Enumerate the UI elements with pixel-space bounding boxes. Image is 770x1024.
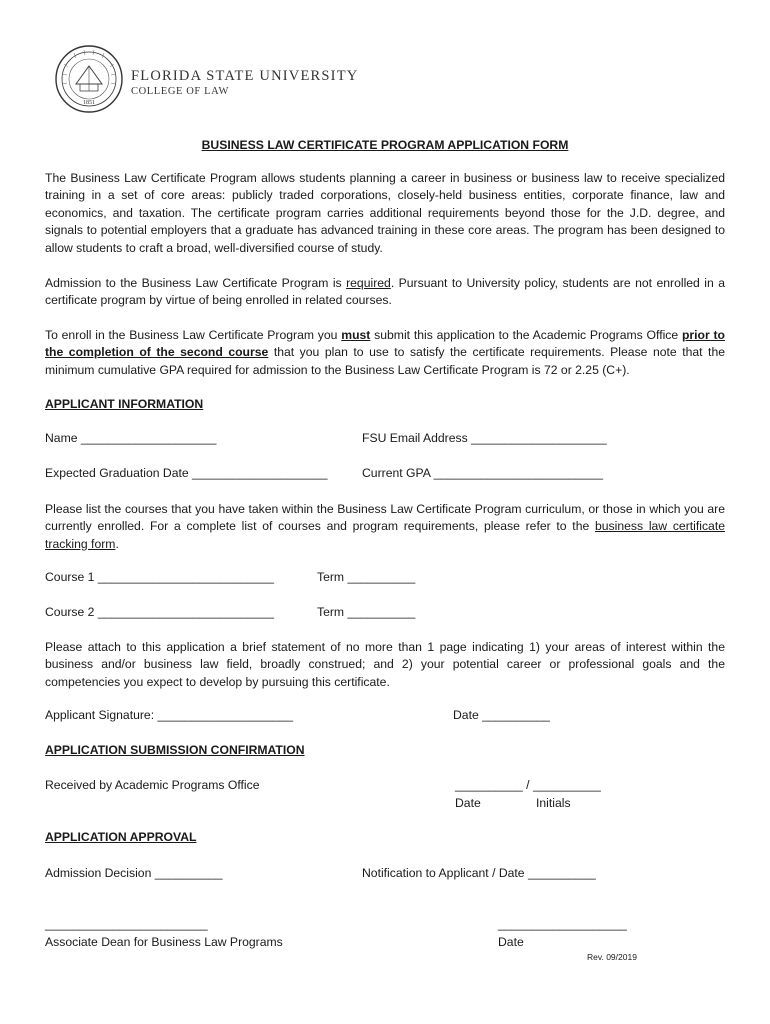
- courses-paragraph: [45, 501, 725, 553]
- signature-date-field[interactable]: Date __________: [453, 708, 550, 722]
- statement-paragraph: Please attach to this application a brief statement of no more than 1 page indicating 1) your areas of interest within the business and/or business law field, broadly construed; and 2) your potential career or professional goals and the competencies you expect to develop by pursuing this certificate.: [45, 640, 725, 689]
- dean-date-line[interactable]: ___________________: [498, 917, 627, 931]
- received-date-initials-field[interactable]: __________ / __________: [455, 778, 601, 792]
- notification-date-field[interactable]: Notification to Applicant / Date __________: [362, 866, 596, 880]
- received-initials-label: Initials: [536, 796, 571, 810]
- dean-date-label: Date: [498, 935, 524, 949]
- intro-paragraph: The Business Law Certificate Program allows students planning a career in business or business law to receive specialized training in a set of core areas: publicly traded corporations, closely-held business entities, corporate finance, law and economics, and taxation. The certificate program carries additional requirements beyond those for the J.D. degree, and signals to potential employers that a graduate has advanced training in these core areas. The program has been designed to allow students to craft a broad, well-diversified course of study.: [45, 171, 725, 255]
- dean-signature-line[interactable]: ________________________: [45, 917, 208, 931]
- must-emphasis: must: [341, 328, 371, 342]
- course-2-field[interactable]: Course 2 __________________________: [45, 605, 275, 619]
- fsu-seal-logo: [54, 44, 124, 114]
- seal-year: 1851: [83, 100, 95, 106]
- received-date-label: Date: [455, 796, 481, 810]
- required-emphasis: required: [346, 276, 391, 290]
- course-1-field[interactable]: Course 1 __________________________: [45, 570, 275, 584]
- enroll-text-2: submit this application to the Academic Programs Office: [370, 328, 682, 342]
- courses-text-1: Please list the courses that you have taken within the Business Law Certificate Program curriculum, or those in which you are currently enrolled. For a complete list of courses and program requirements, please refer to the: [45, 502, 725, 534]
- form-title: BUSINESS LAW CERTIFICATE PROGRAM APPLICATION FORM: [201, 138, 569, 152]
- application-approval-heading: APPLICATION APPROVAL: [45, 830, 197, 844]
- revision-date: Rev. 09/2019: [587, 952, 637, 962]
- submission-confirmation-heading: APPLICATION SUBMISSION CONFIRMATION: [45, 743, 305, 757]
- name-field[interactable]: Name ____________________: [45, 431, 217, 445]
- courses-text-2: .: [115, 536, 119, 551]
- received-label: Received by Academic Programs Office: [45, 778, 260, 792]
- prior-emphasis: prior to the completion of the second course: [45, 328, 726, 360]
- applicant-signature-field[interactable]: Applicant Signature: ____________________: [45, 708, 294, 722]
- gpa-field[interactable]: Current GPA _________________________: [362, 466, 604, 480]
- enroll-text-3: that you plan to use to satisfy the certificate requirements. Please note that the minimum cumulative GPA required for admission to the Business Law Certificate Program is 72 or 2.25 (C+).: [45, 345, 725, 377]
- term-1-field[interactable]: Term __________: [317, 570, 416, 584]
- applicant-information-heading: APPLICANT INFORMATION: [45, 397, 204, 411]
- admission-decision-field[interactable]: Admission Decision __________: [45, 866, 223, 880]
- graduation-date-field[interactable]: Expected Graduation Date ____________________: [45, 466, 328, 480]
- admission-text-1: Admission to the Business Law Certificate Program is: [45, 276, 347, 290]
- enroll-paragraph: [45, 327, 725, 379]
- email-field[interactable]: FSU Email Address ____________________: [362, 431, 607, 445]
- college-name: COLLEGE OF LAW: [131, 86, 229, 97]
- admission-paragraph: [45, 275, 725, 310]
- university-name: FLORIDA STATE UNIVERSITY: [131, 68, 359, 84]
- dean-label: Associate Dean for Business Law Programs: [45, 935, 283, 949]
- enroll-text-1: To enroll in the Business Law Certificate Program you: [45, 328, 342, 342]
- tracking-form-link[interactable]: business law certificate tracking form: [45, 519, 725, 551]
- term-2-field[interactable]: Term __________: [317, 605, 416, 619]
- admission-text-2: . Pursuant to University policy, students are not enrolled in a certificate program by virtue of being enrolled in related courses.: [45, 276, 725, 308]
